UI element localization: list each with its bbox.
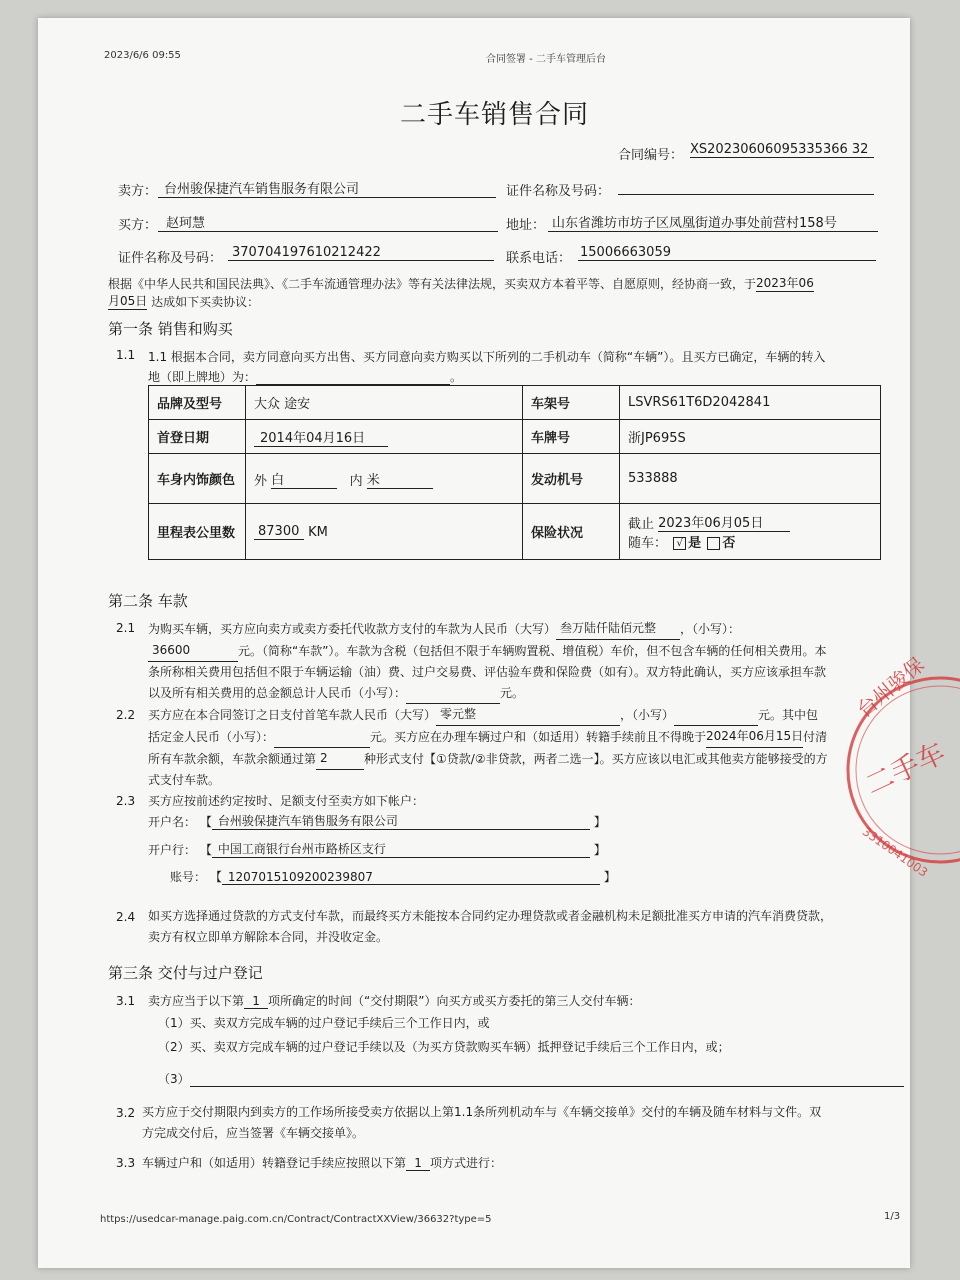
- contract-no-value: XS20230606095335366 32: [690, 142, 874, 158]
- contract-title: 二手车销售合同: [400, 100, 590, 130]
- c22-t7: 所有车款余额，车款余额通过第: [148, 752, 317, 766]
- article3-title: 第三条 交付与过户登记: [108, 964, 263, 982]
- phone-value: 15006663059: [578, 245, 876, 261]
- engine-value: 533888: [620, 454, 881, 504]
- seal-text-top: 台州骏保: [852, 652, 929, 723]
- clause-3-3-num: 3.3: [116, 1156, 136, 1170]
- mileage-value: 87300: [254, 524, 304, 540]
- account-no-value: 1207015109200239807: [222, 870, 600, 885]
- c31-t2: 项所确定的时间（“交付期限”）向买方或买方委托的第三人交付车辆：: [268, 994, 641, 1008]
- c22-t6: 付清: [803, 730, 828, 744]
- insurance-yes-checkbox[interactable]: √: [673, 537, 686, 550]
- buyer-id-label: 证件名称及号码：: [118, 251, 223, 266]
- account-no-label: 账号：: [170, 870, 207, 884]
- first-payment-upper: 零元整: [436, 704, 620, 726]
- insurance-yes-label: 是: [688, 536, 702, 551]
- c32-t1: 买方应于交付期限内到卖方的工作场所接受卖方依据以上第1.1条所列机动车与《车辆交接单》交付的车辆及随车材料与文件。双: [142, 1105, 822, 1119]
- c22-t1: 买方应在本合同签订之日支付首笔车款人民币（大写）: [148, 708, 437, 722]
- clause-2-1: [148, 618, 892, 704]
- c31-option-1: （1）买、卖双方完成车辆的过户登记手续后三个工作日内，或: [158, 1016, 490, 1030]
- mileage-unit: KM: [308, 524, 328, 540]
- address-label: 地址：: [506, 218, 546, 233]
- color-label: 车身内饰颜色: [149, 454, 246, 504]
- plate-value: 浙JP695S: [620, 420, 881, 454]
- account-no-row: [158, 868, 616, 885]
- total-amount-line: [406, 689, 500, 704]
- c21-t5: 以及所有相关费用的总金额总计人民币（小写）：: [148, 686, 407, 700]
- c33-t2: 项方式进行：: [430, 1156, 503, 1170]
- bracket-left: 【: [209, 870, 222, 884]
- ext-color-prefix: 外: [254, 473, 268, 489]
- transfer-place-line: [256, 370, 450, 385]
- article2-title: 第二条 车款: [108, 592, 188, 610]
- agreement-date-b: 月05日: [108, 294, 148, 308]
- c23-t1: 买方应按前述约定按时、足额支付至卖方如下帐户：: [148, 794, 425, 808]
- bracket-left: 【: [199, 815, 212, 829]
- c31-option-3: [158, 1070, 904, 1087]
- brand-value: 大众 途安: [246, 386, 523, 420]
- clause-2-4-num: 2.4: [116, 910, 136, 924]
- clause-1-1-label: 地（即上牌地）为：: [148, 370, 257, 384]
- first-payment-lower-line: [674, 711, 758, 726]
- int-color-value: 米: [367, 469, 433, 489]
- print-page-number: 1/3: [884, 1211, 901, 1222]
- clause-2-4: [148, 906, 900, 948]
- c31-option-2: （2）买、卖双方完成车辆的过户登记手续以及（为买方贷款购买车辆）抵押登记手续后三个工作日内，或；: [158, 1040, 730, 1054]
- plate-label: 车牌号: [523, 420, 620, 454]
- clause-2-1-num: 2.1: [116, 621, 136, 635]
- bracket-right: 】: [603, 870, 616, 884]
- buyer-label: 买方：: [118, 218, 158, 233]
- clause-3-2: [142, 1102, 902, 1144]
- insurance-until-label: 截止: [628, 517, 655, 532]
- c21-t3: 元。（简称“车款”）。车款为含税（包括但不限于车辆购置税、增值税）车价，但不包含车辆的任何相关费用。本: [238, 644, 827, 658]
- preamble-text: [108, 274, 814, 292]
- company-seal: [812, 650, 960, 890]
- insurance-until-value: 2023年06月05日: [658, 512, 790, 532]
- insurance-no-checkbox[interactable]: [707, 537, 720, 550]
- phone-label: 联系电话：: [506, 251, 572, 266]
- clause-3-2-num: 3.2: [116, 1106, 136, 1120]
- c31-option-3-label: （3）: [158, 1072, 190, 1086]
- contract-page: [38, 18, 910, 1268]
- seal-number: 3310041003: [859, 824, 931, 880]
- c22-t4: 括定金人民币（小写）：: [148, 730, 275, 744]
- print-url: https://usedcar-manage.paig.com.cn/Contract/ContractXXView/36632?type=5: [100, 1214, 492, 1225]
- deposit-line: [274, 733, 370, 748]
- seller-label: 卖方：: [118, 184, 158, 199]
- clause-3-1-num: 3.1: [116, 994, 136, 1008]
- account-bank-value: 中国工商银行台州市路桥区支行: [212, 840, 590, 858]
- bracket-left: 【: [199, 843, 212, 857]
- insurance-label: 保险状况: [523, 504, 620, 560]
- clause-1-1-num: 1.1: [116, 348, 136, 362]
- vehicle-info-table: [148, 385, 881, 560]
- c22-t2: ，（小写）: [620, 708, 675, 722]
- seller-id-line: [618, 178, 874, 195]
- ext-color-value: 白: [271, 469, 337, 489]
- account-name-row: [148, 812, 606, 830]
- bracket-right: 】: [593, 843, 606, 857]
- clause-1-1-text1: 1.1 根据本合同，卖方同意向买方出售、买方同意向卖方购买以下所列的二手机动车（简称“车辆”）。且买方已确定，车辆的转入: [148, 350, 826, 364]
- price-lower: 36600: [148, 640, 238, 662]
- c31-t1: 卖方应当于以下第: [148, 994, 245, 1008]
- c31-option-3-line: [190, 1072, 904, 1087]
- account-bank-label: 开户行：: [148, 843, 197, 857]
- buyer-id-value: 370704197610212422: [228, 245, 494, 261]
- seller-id-label: 证件名称及号码：: [506, 184, 611, 199]
- transfer-option: 1: [406, 1156, 430, 1171]
- c22-t8: 种形式支付【①贷款/②非贷款，两者二选一】。买方应该以电汇或其他卖方能够接受的方: [364, 752, 828, 766]
- print-datetime: 2023/6/6 09:55: [104, 50, 181, 61]
- c21-t4: 条所称相关费用包括但不限于车辆运输（油）费、过户交易费、评估验车费和保险费（如有）。双方特此确认，买方应该承担车款: [148, 665, 827, 679]
- clause-1-1-end: 。: [450, 370, 463, 384]
- engine-label: 发动机号: [523, 454, 620, 504]
- clause-3-1-line: [148, 992, 640, 1009]
- print-page-title: 合同签署 - 二手车管理后台: [486, 54, 606, 65]
- account-name-label: 开户名：: [148, 815, 197, 829]
- account-name-value: 台州骏保捷汽车销售服务有限公司: [212, 812, 590, 830]
- article1-title: 第一条 销售和购买: [108, 320, 233, 338]
- preamble-text-2: [108, 292, 259, 310]
- clause-2-2: [148, 704, 892, 791]
- mileage-label: 里程表公里数: [149, 504, 246, 560]
- clause-1-1-text2: [148, 368, 462, 385]
- agreement-date-a: 2023年06: [756, 276, 814, 290]
- vin-label: 车架号: [523, 386, 620, 420]
- vin-value: LSVRS61T6D2042841: [620, 386, 881, 420]
- c22-t3: 元。其中包: [758, 708, 819, 722]
- bracket-right: 】: [593, 815, 606, 829]
- c21-t6: 元。: [500, 686, 525, 700]
- price-upper: 叁万陆仟陆佰元整: [556, 618, 680, 640]
- c33-t1: 车辆过户和（如适用）转籍登记手续应按照以下第: [142, 1156, 407, 1170]
- seal-text-mid: 二手车: [860, 736, 951, 802]
- reg-date-label: 首登日期: [149, 420, 246, 454]
- c24-t2: 卖方有权立即单方解除本合同，并没收定金。: [148, 930, 389, 944]
- c32-t2: 方完成交付后，应当签署《车辆交接单》。: [142, 1126, 365, 1140]
- insurance-no-label: 否: [722, 536, 736, 551]
- seller-value: 台州骏保捷汽车销售服务有限公司: [158, 178, 496, 198]
- preamble-text2: 达成如下买卖协议：: [151, 295, 260, 309]
- brand-label: 品牌及型号: [149, 386, 246, 420]
- c21-t2: ，（小写）：: [680, 622, 741, 636]
- clause-2-2-num: 2.2: [116, 708, 136, 722]
- clause-3-3-line: [142, 1154, 502, 1171]
- balance-deadline: 2024年06月15日: [706, 726, 803, 748]
- address-value: 山东省潍坊市坊子区凤凰街道办事处前营村158号: [548, 212, 878, 232]
- insurance-follow-label: 随车：: [628, 536, 668, 551]
- delivery-option: 1: [244, 994, 268, 1009]
- c24-t1: 如买方选择通过贷款的方式支付车款，而最终买方未能按本合同约定办理贷款或者金融机构未足额批准买方申请的汽车消费贷款，: [148, 909, 833, 923]
- payment-method: 2: [316, 748, 364, 770]
- reg-date-value: 2014年04月16日: [254, 427, 388, 447]
- buyer-value: 赵珂慧: [158, 212, 498, 232]
- contract-no-label: 合同编号：: [618, 148, 684, 163]
- c22-t5: 元。买方应在办理车辆过户和（如适用）转籍手续前且不得晚于: [370, 730, 707, 744]
- c22-t9: 式支付车款。: [148, 773, 221, 787]
- clause-2-3-num: 2.3: [116, 794, 136, 808]
- int-color-prefix: 内: [349, 473, 363, 489]
- c21-t1: 为购买车辆，买方应向卖方或卖方委托代收款方支付的车款为人民币（大写）: [148, 622, 557, 636]
- account-bank-row: [148, 840, 606, 858]
- preamble-text1: 根据《中华人民共和国民法典》、《二手车流通管理办法》等有关法律法规，买卖双方本着平等、自愿原则，经协商一致，于: [108, 277, 757, 291]
